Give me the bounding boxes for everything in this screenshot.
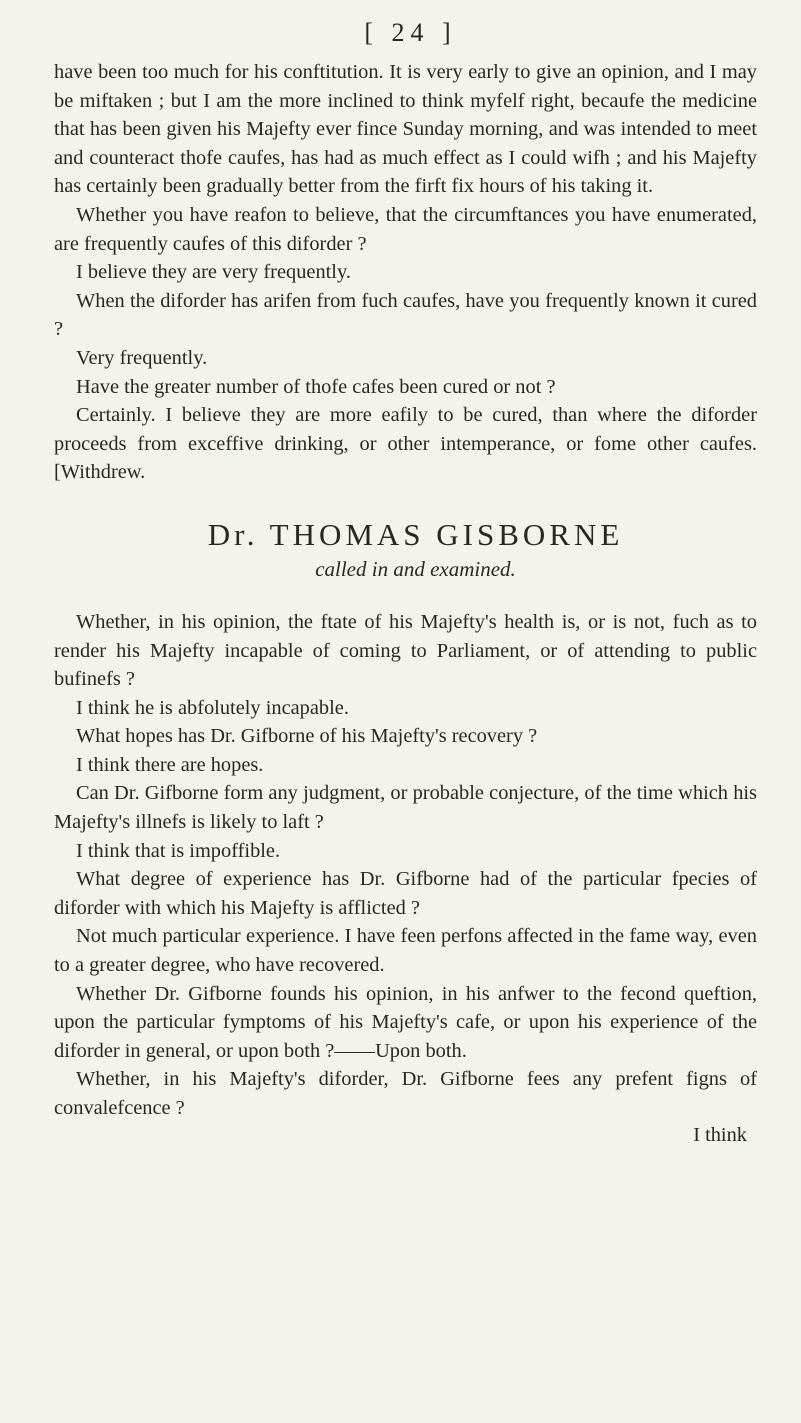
witness-name: Dr. THOMAS GISBORNE [207,516,624,552]
paragraph: Whether, in his opinion, the ftate of his Majefty's health is, or is not, fuch as to render his Majefty incapable of coming to Parliament, or of attending to public bufinefs ? [54,610,757,691]
paragraph: Have the greater number of thofe cafes been cured or not ? [76,375,556,398]
paragraph: have been too much for his conftitution. It is very early to give an opinion, and I may be miftaken ; but I am the more inclined to think myfelf right, becaufe the medicine that has been given his Majefty ever fince Sunday morning, and was intended to meet and counteract thofe caufes, has had as much effect as I could wifh ; and his Majefty has certainly been gradually better from the firft fix hours of his taking it. [54,61,757,198]
catchword: I think [693,1123,747,1146]
paragraph: I think that is impoffible. [76,839,281,862]
paragraph: What hopes has Dr. Gifborne of his Majefty's recovery ? [76,725,538,748]
paragraph: Whether you have reafon to believe, that the circumftances you have enumerated, are frequently caufes of this diforder ? [54,203,757,255]
paragraph: When the diforder has arifen from fuch caufes, have you frequently known it cured ? [54,289,757,341]
section-heading [54,517,757,553]
paragraph: Whether Dr. Gifborne founds his opinion, in his anfwer to the fecond queftion, upon the particular fymptoms of his Majefty's cafe, or upon his experience of the diforder in general, or upon both ?——Upon both. [54,982,757,1062]
paragraph: Can Dr. Gifborne form any judgment, or probable conjecture, of the time which his Majefty's illnefs is likely to laft ? [54,782,757,834]
paragraph: I think there are hopes. [76,753,264,776]
paragraph: Very frequently. [76,346,208,369]
page-number: [ 24 ] [364,18,457,47]
paragraph: I think he is abfolutely incapable. [76,696,349,719]
section-subheading: called in and examined. [315,556,516,581]
bottom-text-block [54,608,757,1123]
paragraph: What degree of experience has Dr. Gifborne had of the particular fpecies of diforder with which his Majefty is afflicted ? [54,868,757,919]
paragraph: Certainly. I believe they are more eafily to be cured, than where the diforder proceeds from exceffive drinking, or other intemperance, or fome other caufes. [Withdrew. [54,404,757,484]
paragraph: I believe they are very frequently. [76,261,351,284]
paragraph: Whether, in his Majefty's diforder, Dr. Gifborne fees any prefent figns of convalefcence ? [54,1068,757,1119]
top-text-block [54,58,757,487]
paragraph: Not much particular experience. I have feen perfons affected in the fame way, even to a greater degree, who have recovered. [54,925,757,977]
